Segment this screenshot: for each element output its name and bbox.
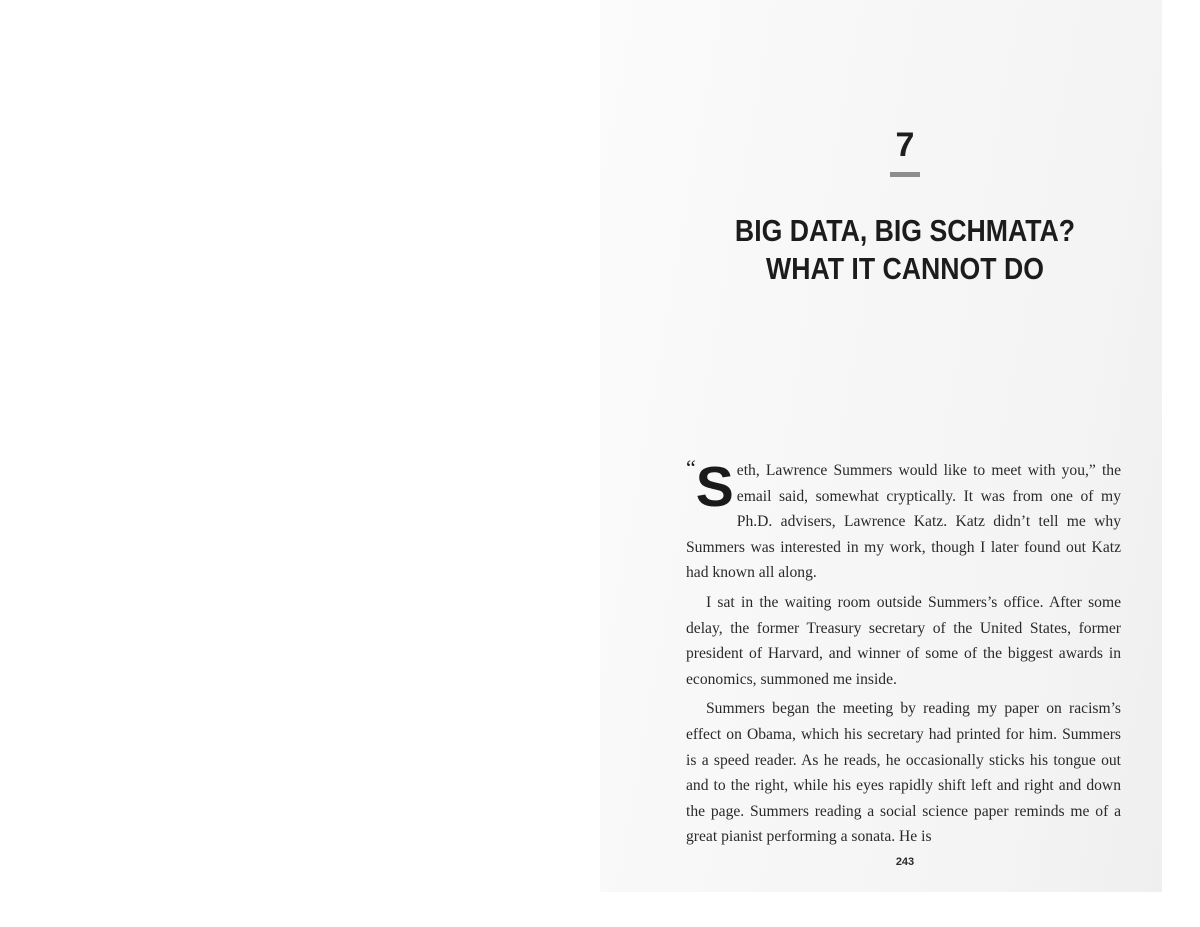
chapter-title-line-2: WHAT IT CANNOT DO: [766, 251, 1044, 286]
paragraph-1-text: eth, Lawrence Summers would like to meet with you,” the email said, somewhat cryptically. It was from one of my Ph.D. advisers, Lawrence Katz. Katz didn’t tell me why Summers was interested in my work, though I later found out Katz had known all along.: [686, 462, 1121, 582]
chapter-title-line-1: BIG DATA, BIG SCHMATA?: [734, 213, 1076, 248]
paragraph-1: [686, 455, 1121, 586]
chapter-body: [686, 455, 1121, 854]
paragraph-3: Summers began the meeting by reading my paper on racism’s effect on Obama, which his secretary had printed for him. Summers is a speed reader. As he reads, he occasionally sticks his tongue out and to the right, while his eyes rapidly shift left and right and down the page. Summers reading a social science paper reminds me of a great pianist performing a sonata. He is: [686, 700, 1121, 846]
page-number: 243: [895, 856, 915, 868]
paragraph-2: I sat in the waiting room outside Summers’s office. After some delay, the former Treasury secretary of the United States, former president of Harvard, and winner of some of the biggest awards in economics, summoned me inside.: [686, 593, 1121, 688]
drop-cap: S: [695, 455, 734, 519]
right-page: [600, 0, 1162, 892]
opening-quote-mark: “: [686, 455, 696, 480]
chapter-title: [643, 212, 1168, 288]
chapter-number: 7: [895, 126, 915, 164]
chapter-rule: [890, 172, 920, 177]
